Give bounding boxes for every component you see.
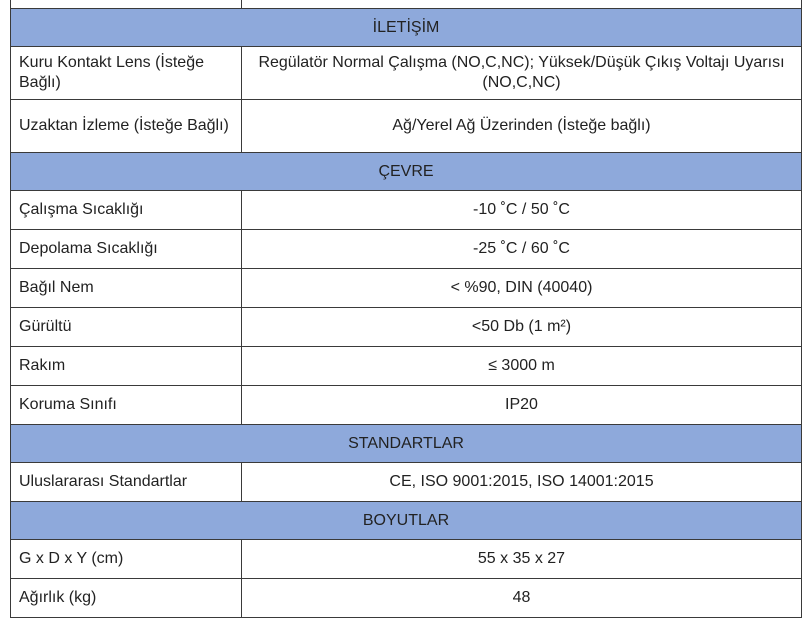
row-value: <50 Db (1 m²) [242,308,802,347]
table-row [11,308,802,347]
section-header-standards [11,425,802,463]
row-label: Ağırlık (kg) [11,579,242,618]
row-label: Uzaktan İzleme (İsteğe Bağlı) [11,100,242,153]
row-label: Bağıl Nem [11,269,242,308]
table-row [11,191,802,230]
table-row [11,269,802,308]
row-label: Çalışma Sıcaklığı [11,191,242,230]
row-value: 48 [242,579,802,618]
row-value: -25 ˚C / 60 ˚C [242,230,802,269]
row-label: Rakım [11,347,242,386]
table-row [11,47,802,100]
stub-cell [242,0,802,9]
row-value: Ağ/Yerel Ağ Üzerinden (İsteğe bağlı) [242,100,802,153]
table-row [11,100,802,153]
row-value: IP20 [242,386,802,425]
row-label: Kuru Kontakt Lens (İsteğe Bağlı) [11,47,242,100]
row-label: Depolama Sıcaklığı [11,230,242,269]
row-value: ≤ 3000 m [242,347,802,386]
stub-cell [11,0,242,9]
row-label: G x D x Y (cm) [11,540,242,579]
table-row [11,386,802,425]
section-title: BOYUTLAR [11,502,802,540]
row-label: Gürültü [11,308,242,347]
table-row [11,347,802,386]
table-row [11,579,802,618]
row-value: < %90, DIN (40040) [242,269,802,308]
section-title: ÇEVRE [11,153,802,191]
section-header-communication [11,9,802,47]
section-title: İLETİŞİM [11,9,802,47]
row-label: Uluslararası Standartlar [11,463,242,502]
row-value: Regülatör Normal Çalışma (NO,C,NC); Yüksek/Düşük Çıkış Voltajı Uyarısı (NO,C,NC) [242,47,802,100]
row-value: CE, ISO 9001:2015, ISO 14001:2015 [242,463,802,502]
section-title: STANDARTLAR [11,425,802,463]
section-header-environment [11,153,802,191]
row-value: 55 x 35 x 27 [242,540,802,579]
table-row [11,463,802,502]
section-header-dimensions [11,502,802,540]
row-value: -10 ˚C / 50 ˚C [242,191,802,230]
spec-table [10,0,802,618]
table-top-stub-row [11,0,802,9]
table-row [11,230,802,269]
row-label: Koruma Sınıfı [11,386,242,425]
table-row [11,540,802,579]
